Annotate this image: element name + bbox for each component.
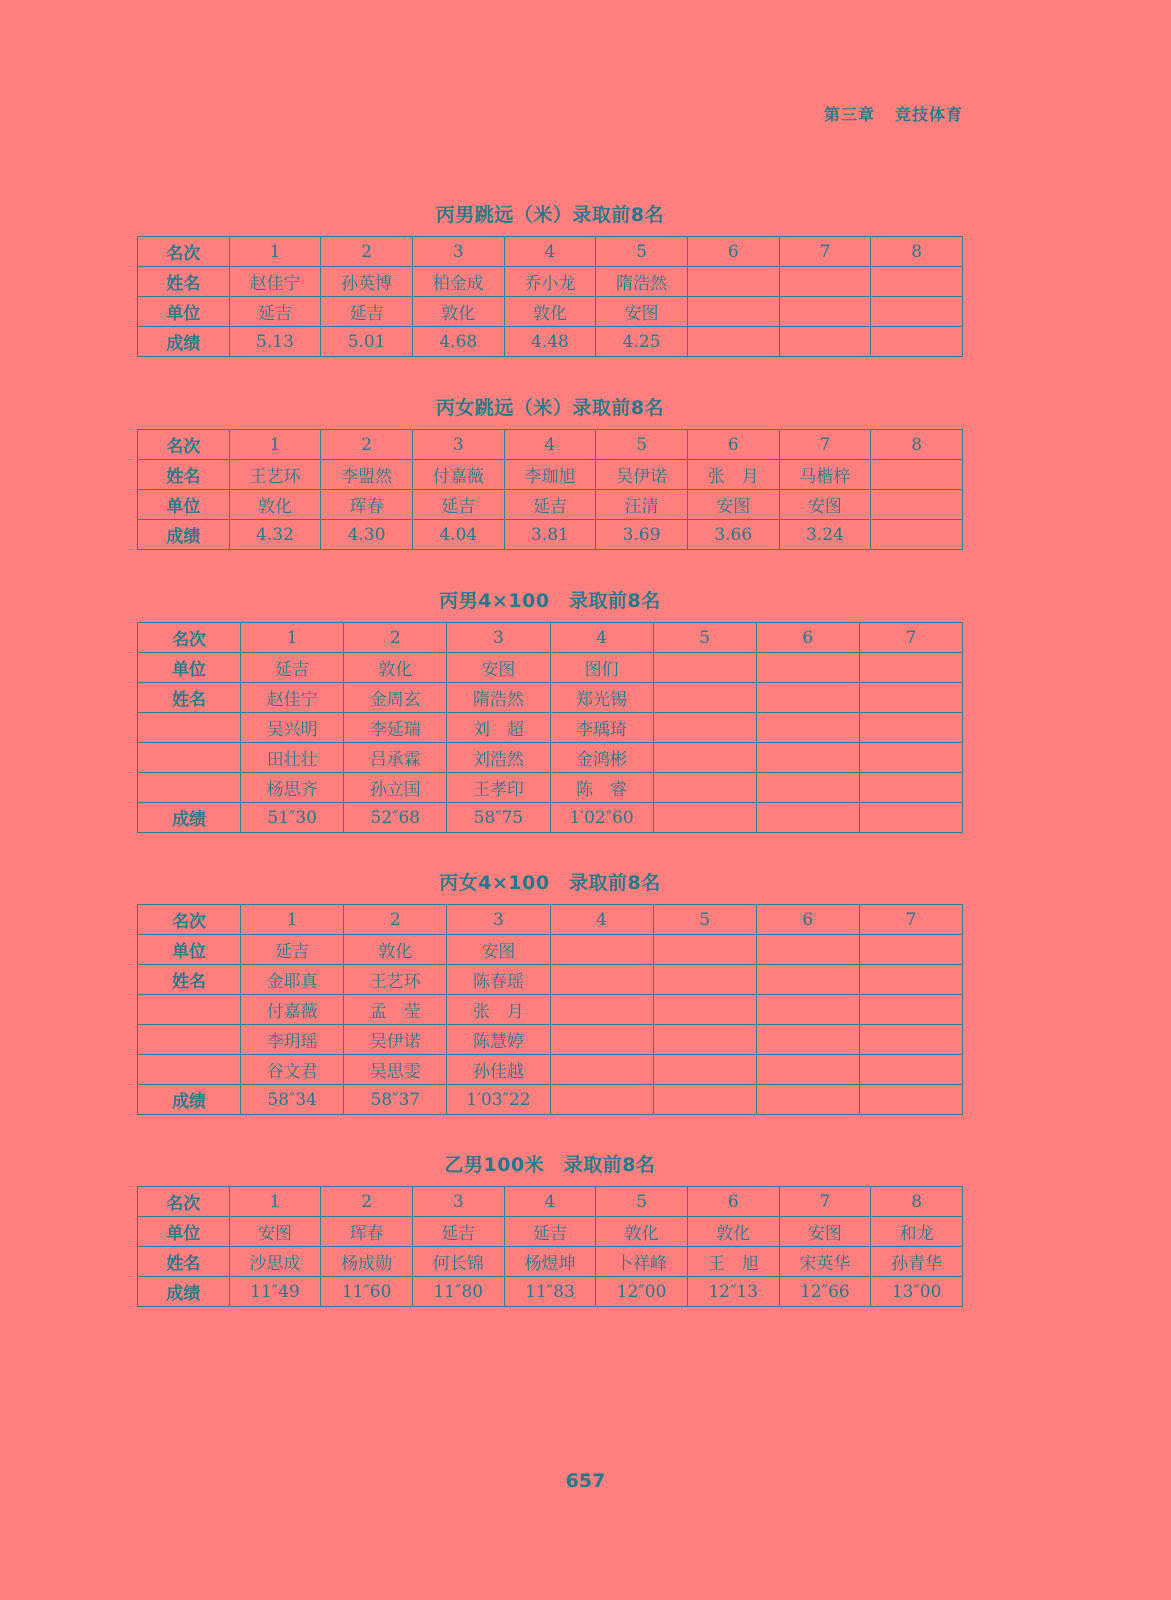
row-label-cell	[138, 773, 241, 803]
results-section	[137, 1152, 963, 1307]
table-cell: 吕承霖	[344, 743, 447, 773]
table-cell: 陈 睿	[550, 773, 653, 803]
table-cell: 1	[229, 237, 321, 267]
table-cell: 延吉	[321, 297, 413, 327]
table-cell	[756, 1085, 859, 1115]
table-cell: 孙英博	[321, 267, 413, 297]
section-title: 丙男跳远（米）录取前8名	[435, 204, 665, 226]
table-cell: 孟 莹	[344, 995, 447, 1025]
table-row	[138, 935, 963, 965]
table-row	[138, 653, 963, 683]
table-cell: 敦化	[687, 1217, 779, 1247]
table-cell: 7	[859, 623, 962, 653]
table-cell	[653, 683, 756, 713]
table-cell	[871, 327, 963, 357]
table-cell: 5	[596, 430, 688, 460]
table-row	[138, 995, 963, 1025]
table-cell	[653, 713, 756, 743]
table-cell: 杨思齐	[241, 773, 344, 803]
table-cell: 延吉	[504, 490, 596, 520]
results-section	[137, 870, 963, 1115]
table-cell: 延吉	[412, 490, 504, 520]
table-cell: 延吉	[229, 297, 321, 327]
table-row	[138, 743, 963, 773]
table-cell	[871, 520, 963, 550]
table-cell: 谷文君	[241, 1055, 344, 1085]
table-cell	[653, 965, 756, 995]
table-cell: 隋浩然	[447, 683, 550, 713]
table-cell: 隋浩然	[596, 267, 688, 297]
table-cell: 11″49	[229, 1277, 321, 1307]
table-cell	[859, 653, 962, 683]
table-cell: 王艺环	[344, 965, 447, 995]
table-cell: 5.01	[321, 327, 413, 357]
table-row	[138, 965, 963, 995]
table-cell: 1	[241, 623, 344, 653]
table-cell: 安图	[447, 935, 550, 965]
table-cell: 4.48	[504, 327, 596, 357]
table-cell: 吴伊诺	[344, 1025, 447, 1055]
table-cell: 2	[344, 905, 447, 935]
table-cell: 2	[321, 430, 413, 460]
table-cell: 7	[779, 1187, 871, 1217]
table-cell: 6	[756, 623, 859, 653]
table-row	[138, 430, 963, 460]
row-label-cell: 单位	[138, 1217, 230, 1247]
table-cell	[756, 995, 859, 1025]
table-cell: 3	[412, 237, 504, 267]
table-cell: 付嘉薇	[412, 460, 504, 490]
row-label-cell: 名次	[138, 1187, 230, 1217]
results-section	[137, 202, 963, 357]
table-cell: 李玥瑶	[241, 1025, 344, 1055]
table-cell: 金鸿彬	[550, 743, 653, 773]
table-cell	[756, 1055, 859, 1085]
table-cell: 付嘉薇	[241, 995, 344, 1025]
table-cell: 王孝印	[447, 773, 550, 803]
table-cell: 张 月	[687, 460, 779, 490]
table-cell	[859, 995, 962, 1025]
table-cell: 2	[321, 237, 413, 267]
table-cell: 3	[412, 430, 504, 460]
table-cell	[779, 327, 871, 357]
table-cell: 张 月	[447, 995, 550, 1025]
table-cell: 6	[756, 905, 859, 935]
table-cell: 3	[412, 1187, 504, 1217]
table-cell	[859, 1025, 962, 1055]
row-label-cell	[138, 713, 241, 743]
table-row	[138, 1247, 963, 1277]
table-cell: 延吉	[241, 935, 344, 965]
table-row	[138, 297, 963, 327]
table-row	[138, 1085, 963, 1115]
table-cell: 3.81	[504, 520, 596, 550]
row-label-cell: 单位	[138, 490, 230, 520]
table-cell: 刘浩然	[447, 743, 550, 773]
table-cell	[653, 1055, 756, 1085]
table-cell: 吴兴明	[241, 713, 344, 743]
table-row	[138, 460, 963, 490]
table-cell	[859, 683, 962, 713]
table-cell: 1	[229, 1187, 321, 1217]
table-cell: 吴思雯	[344, 1055, 447, 1085]
table-cell: 7	[779, 430, 871, 460]
table-cell	[779, 267, 871, 297]
table-cell: 12″13	[687, 1277, 779, 1307]
table-cell: 敦化	[504, 297, 596, 327]
row-label-cell: 姓名	[138, 965, 241, 995]
table-cell: 3.69	[596, 520, 688, 550]
table-cell: 3	[447, 623, 550, 653]
table-cell	[871, 460, 963, 490]
table-cell	[756, 935, 859, 965]
table-cell: 珲春	[321, 490, 413, 520]
table-cell: 卜祥峰	[596, 1247, 688, 1277]
table-cell: 2	[344, 623, 447, 653]
results-table	[137, 429, 963, 550]
table-cell	[859, 1055, 962, 1085]
table-row	[138, 237, 963, 267]
table-row	[138, 520, 963, 550]
table-cell	[550, 1055, 653, 1085]
table-cell	[871, 297, 963, 327]
table-cell: 杨成勋	[321, 1247, 413, 1277]
table-cell: 孙立国	[344, 773, 447, 803]
chapter-number: 第三章	[823, 105, 875, 124]
table-cell: 4	[550, 905, 653, 935]
table-row	[138, 267, 963, 297]
table-cell	[871, 490, 963, 520]
table-cell: 4.32	[229, 520, 321, 550]
table-cell: 8	[871, 237, 963, 267]
table-cell: 敦化	[344, 653, 447, 683]
row-label-cell: 成绩	[138, 327, 230, 357]
table-cell: 8	[871, 430, 963, 460]
table-cell	[859, 803, 962, 833]
table-row	[138, 803, 963, 833]
row-label-cell: 名次	[138, 905, 241, 935]
row-label-cell: 名次	[138, 430, 230, 460]
table-cell	[756, 683, 859, 713]
table-cell: 7	[779, 237, 871, 267]
row-label-cell: 姓名	[138, 460, 230, 490]
table-row	[138, 327, 963, 357]
section-title: 乙男100米 录取前8名	[444, 1154, 656, 1176]
table-cell: 汪清	[596, 490, 688, 520]
table-cell	[550, 935, 653, 965]
table-cell: 5	[596, 1187, 688, 1217]
table-cell: 4	[550, 623, 653, 653]
table-cell	[756, 653, 859, 683]
table-cell: 沙思成	[229, 1247, 321, 1277]
row-label-cell: 名次	[138, 237, 230, 267]
table-cell: 3	[447, 905, 550, 935]
chapter-header	[824, 102, 963, 125]
table-cell: 4.30	[321, 520, 413, 550]
table-row	[138, 905, 963, 935]
table-cell	[687, 297, 779, 327]
table-cell	[779, 297, 871, 327]
table-cell: 4	[504, 237, 596, 267]
row-label-cell: 姓名	[138, 1247, 230, 1277]
table-cell: 安图	[596, 297, 688, 327]
table-cell	[871, 267, 963, 297]
table-row	[138, 490, 963, 520]
table-cell: 11″60	[321, 1277, 413, 1307]
table-cell: 李珈旭	[504, 460, 596, 490]
table-cell	[756, 803, 859, 833]
table-cell: 柏金成	[412, 267, 504, 297]
table-cell: 12″66	[779, 1277, 871, 1307]
table-cell: 4	[504, 1187, 596, 1217]
table-cell	[859, 1085, 962, 1115]
table-cell: 金周玄	[344, 683, 447, 713]
table-cell: 延吉	[504, 1217, 596, 1247]
table-cell: 11″83	[504, 1277, 596, 1307]
table-cell: 52″68	[344, 803, 447, 833]
table-cell	[859, 935, 962, 965]
table-cell: 赵佳宁	[229, 267, 321, 297]
row-label-cell: 成绩	[138, 803, 241, 833]
table-cell: 杨煜坤	[504, 1247, 596, 1277]
results-table	[137, 236, 963, 357]
table-cell	[550, 995, 653, 1025]
table-row	[138, 1217, 963, 1247]
table-cell: 7	[859, 905, 962, 935]
table-cell: 1	[229, 430, 321, 460]
chapter-title: 竞技体育	[894, 105, 963, 124]
table-cell	[859, 773, 962, 803]
table-cell: 王艺环	[229, 460, 321, 490]
table-cell	[687, 267, 779, 297]
table-cell	[653, 1025, 756, 1055]
table-cell: 郑光锡	[550, 683, 653, 713]
row-label-cell	[138, 1055, 241, 1085]
row-label-cell: 成绩	[138, 520, 230, 550]
table-cell	[756, 1025, 859, 1055]
table-cell: 1′02″60	[550, 803, 653, 833]
table-cell: 王 旭	[687, 1247, 779, 1277]
table-cell: 陈慧婷	[447, 1025, 550, 1055]
row-label-cell	[138, 1025, 241, 1055]
row-label-cell	[138, 995, 241, 1025]
table-cell	[859, 713, 962, 743]
table-cell	[756, 773, 859, 803]
table-cell: 1′03″22	[447, 1085, 550, 1115]
table-cell: 6	[687, 430, 779, 460]
section-title: 丙女跳远（米）录取前8名	[435, 397, 665, 419]
table-cell: 3.66	[687, 520, 779, 550]
table-cell: 安图	[447, 653, 550, 683]
table-cell: 5	[653, 905, 756, 935]
table-cell: 58″75	[447, 803, 550, 833]
row-label-cell: 姓名	[138, 683, 241, 713]
table-cell: 宋英华	[779, 1247, 871, 1277]
section-title: 丙女4×100 录取前8名	[439, 872, 661, 894]
row-label-cell	[138, 743, 241, 773]
table-cell: 安图	[779, 490, 871, 520]
table-cell	[653, 803, 756, 833]
results-section	[137, 395, 963, 550]
table-cell: 吴伊诺	[596, 460, 688, 490]
table-cell: 6	[687, 237, 779, 267]
table-cell: 乔小龙	[504, 267, 596, 297]
table-cell: 51″30	[241, 803, 344, 833]
table-cell	[653, 743, 756, 773]
table-cell: 李延瑞	[344, 713, 447, 743]
row-label-cell: 成绩	[138, 1085, 241, 1115]
table-cell: 马楷梓	[779, 460, 871, 490]
results-table	[137, 1186, 963, 1307]
table-cell: 陈春瑶	[447, 965, 550, 995]
table-cell: 敦化	[596, 1217, 688, 1247]
row-label-cell: 成绩	[138, 1277, 230, 1307]
table-cell: 4.25	[596, 327, 688, 357]
table-cell: 和龙	[871, 1217, 963, 1247]
table-cell	[859, 965, 962, 995]
table-cell: 图们	[550, 653, 653, 683]
table-cell: 2	[321, 1187, 413, 1217]
table-row	[138, 1187, 963, 1217]
page-number: 657	[565, 1470, 606, 1492]
results-table	[137, 904, 963, 1115]
table-cell	[550, 965, 653, 995]
table-cell: 孙青华	[871, 1247, 963, 1277]
table-row	[138, 713, 963, 743]
table-row	[138, 683, 963, 713]
table-cell: 刘 超	[447, 713, 550, 743]
row-label-cell: 单位	[138, 653, 241, 683]
table-cell: 敦化	[412, 297, 504, 327]
table-row	[138, 773, 963, 803]
section-title: 丙男4×100 录取前8名	[439, 590, 661, 612]
table-cell: 3.24	[779, 520, 871, 550]
table-cell	[550, 1025, 653, 1055]
table-cell	[550, 1085, 653, 1115]
table-cell	[687, 327, 779, 357]
table-cell: 赵佳宁	[241, 683, 344, 713]
table-cell: 敦化	[229, 490, 321, 520]
table-cell: 13″00	[871, 1277, 963, 1307]
table-row	[138, 623, 963, 653]
table-cell: 何长锦	[412, 1247, 504, 1277]
table-row	[138, 1277, 963, 1307]
table-cell: 安图	[779, 1217, 871, 1247]
row-label-cell: 单位	[138, 297, 230, 327]
table-cell	[653, 653, 756, 683]
table-cell	[653, 1085, 756, 1115]
results-table	[137, 622, 963, 833]
table-cell: 1	[241, 905, 344, 935]
table-cell: 6	[687, 1187, 779, 1217]
results-section	[137, 588, 963, 833]
table-cell: 李盟然	[321, 460, 413, 490]
table-cell: 5.13	[229, 327, 321, 357]
table-row	[138, 1055, 963, 1085]
row-label-cell: 名次	[138, 623, 241, 653]
table-cell: 延吉	[241, 653, 344, 683]
table-cell: 安图	[687, 490, 779, 520]
table-cell	[756, 743, 859, 773]
table-cell: 孙佳越	[447, 1055, 550, 1085]
table-cell: 敦化	[344, 935, 447, 965]
table-cell: 8	[871, 1187, 963, 1217]
table-cell: 珲春	[321, 1217, 413, 1247]
table-cell: 4	[504, 430, 596, 460]
table-cell	[653, 995, 756, 1025]
table-cell: 延吉	[412, 1217, 504, 1247]
table-cell: 12″00	[596, 1277, 688, 1307]
table-cell	[756, 713, 859, 743]
table-cell: 安图	[229, 1217, 321, 1247]
table-cell: 4.68	[412, 327, 504, 357]
table-cell: 李瑀琦	[550, 713, 653, 743]
table-row	[138, 1025, 963, 1055]
table-cell	[653, 935, 756, 965]
table-cell: 金耶真	[241, 965, 344, 995]
table-cell: 58″34	[241, 1085, 344, 1115]
table-cell	[859, 743, 962, 773]
table-cell: 4.04	[412, 520, 504, 550]
table-cell	[756, 965, 859, 995]
table-cell: 5	[653, 623, 756, 653]
table-cell	[653, 773, 756, 803]
table-cell: 11″80	[412, 1277, 504, 1307]
table-cell: 5	[596, 237, 688, 267]
row-label-cell: 姓名	[138, 267, 230, 297]
table-cell: 58″37	[344, 1085, 447, 1115]
table-cell: 田壮壮	[241, 743, 344, 773]
row-label-cell: 单位	[138, 935, 241, 965]
